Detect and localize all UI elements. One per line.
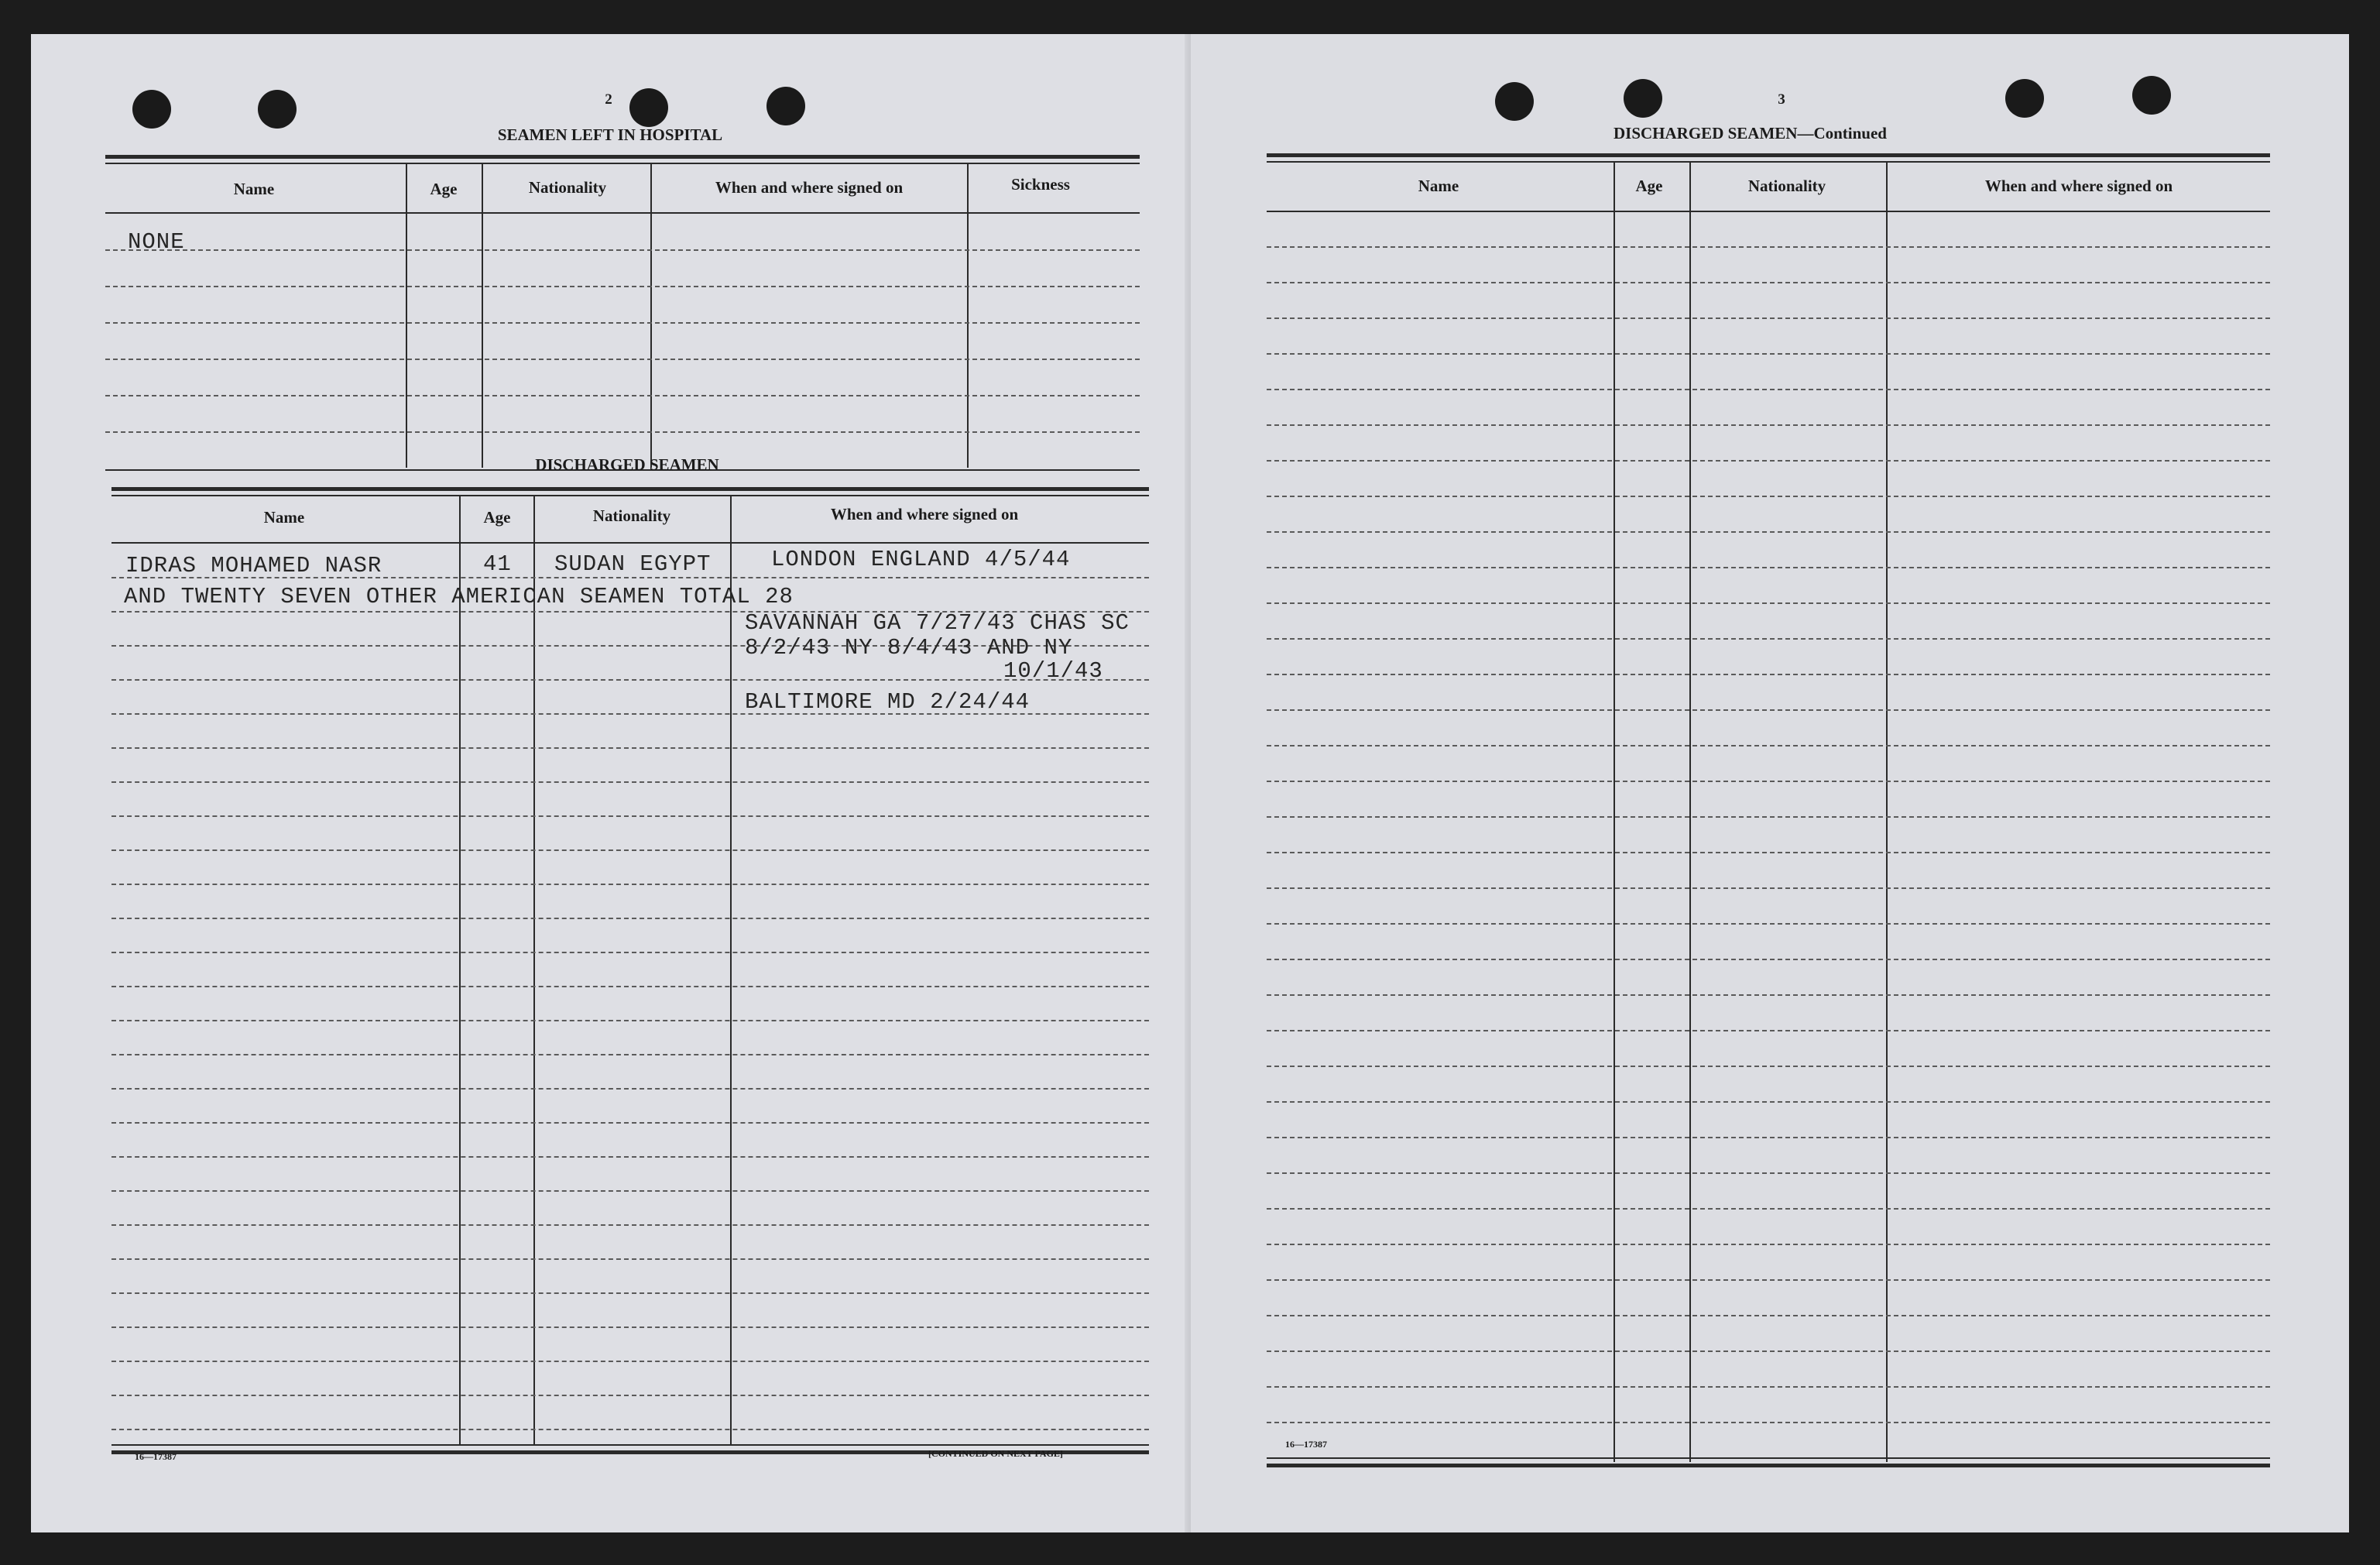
right-col-nationality: Nationality [1747, 177, 1826, 195]
hospital-col-age: Age [430, 180, 458, 198]
right-section-title: DISCHARGED SEAMEN—Continued [1614, 124, 1887, 142]
seaman-age: 41 [483, 551, 512, 577]
other-seamen-note: AND TWENTY SEVEN OTHER AMERICAN SEAMEN TOTAL 28 [124, 584, 794, 609]
punch-hole [1495, 82, 1534, 121]
hospital-col-nationality: Nationality [528, 178, 607, 197]
punch-hole [2005, 79, 2044, 118]
signed-on-ports-2: 8/2/43 NY 8/4/43 AND NY [745, 635, 1073, 661]
signed-on-ports-1: SAVANNAH GA 7/27/43 CHAS SC [745, 610, 1130, 636]
punch-hole [766, 87, 805, 125]
punch-hole [132, 90, 171, 129]
right-col-name: Name [1418, 177, 1459, 195]
page-number: 2 [605, 91, 612, 108]
discharged-col-name: Name [263, 508, 305, 527]
left-page [31, 34, 1191, 1532]
right-page [1191, 34, 2349, 1532]
right-col-age: Age [1635, 177, 1663, 195]
signed-on-ports-4: BALTIMORE MD 2/24/44 [745, 689, 1031, 715]
right-col-signed-on: When and where signed on [1984, 177, 2173, 195]
seaman-signed-on: LONDON ENGLAND 4/5/44 [771, 547, 1071, 572]
punch-hole [2132, 76, 2171, 115]
punch-hole [629, 88, 668, 127]
form-number: 16—17387 [1285, 1439, 1327, 1450]
hospital-col-sickness: Sickness [1011, 175, 1070, 194]
hospital-entry: NONE [128, 229, 185, 255]
signed-on-ports-3: 10/1/43 [1003, 658, 1103, 684]
seaman-nationality: SUDAN EGYPT [554, 551, 712, 577]
punch-hole [258, 90, 297, 129]
continued-note: [CONTINUED ON NEXT PAGE] [928, 1448, 1063, 1459]
hospital-section-title: SEAMEN LEFT IN HOSPITAL [497, 125, 723, 144]
hospital-col-signed-on: When and where signed on [715, 178, 904, 197]
page-number: 3 [1778, 91, 1785, 108]
discharged-col-nationality: Nationality [592, 506, 671, 525]
discharged-col-signed-on: When and where signed on [830, 505, 1019, 523]
seaman-name: IDRAS MOHAMED NASR [125, 553, 382, 578]
form-number: 16—17387 [135, 1451, 177, 1462]
discharged-section-title: DISCHARGED SEAMEN [535, 455, 719, 474]
discharged-col-age: Age [483, 508, 511, 527]
hospital-col-name: Name [233, 180, 275, 198]
punch-hole [1624, 79, 1662, 118]
